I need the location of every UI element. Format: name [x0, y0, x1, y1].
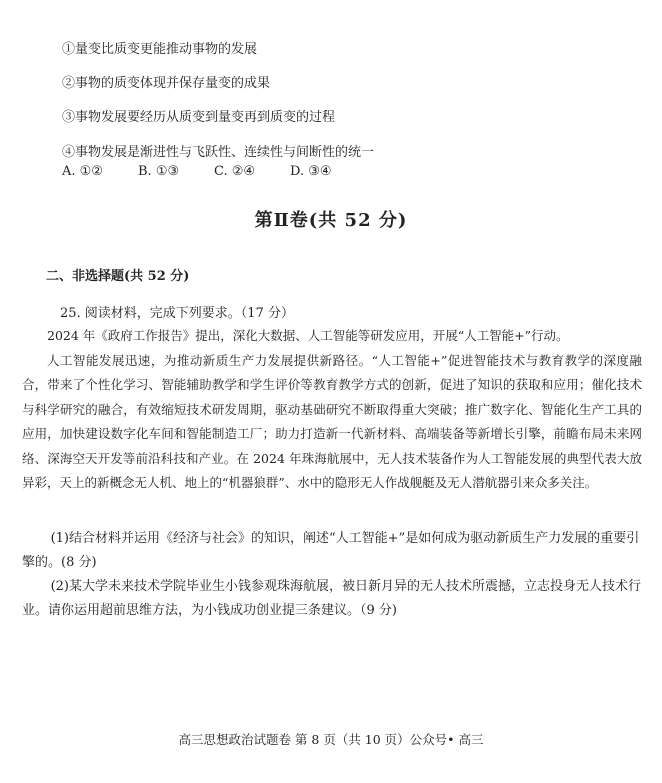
sub-questions — [22, 527, 642, 623]
option-1: ①量变比质变更能推动事物的发展 — [62, 42, 258, 57]
option-4: ④事物发展是渐进性与飞跃性、连续性与间断性的统一 — [62, 145, 375, 160]
answer-choices — [62, 164, 366, 179]
option-2: ②事物的质变体现并保存量变的成果 — [62, 76, 271, 91]
sub-question-1: (1)结合材料并运用《经济与社会》的知识，阐述“人工智能+”是如何成为驱动新质生产力发展的重要引擎的。(8 分) — [22, 531, 640, 570]
choice-c: C. ②④ — [214, 164, 256, 179]
material-text — [22, 324, 642, 496]
option-3: ③事物发展要经历从质变到量变再到质变的过程 — [62, 110, 336, 125]
choice-d: D. ③④ — [290, 164, 332, 179]
section-title: 第Ⅱ卷(共 52 分) — [254, 210, 408, 231]
part-title: 二、非选择题(共 52 分) — [46, 269, 190, 284]
question-heading: 25. 阅读材料，完成下列要求。（17 分） — [60, 306, 294, 321]
choice-a: A. ①② — [62, 164, 103, 179]
page-footer: 高三思想政治试题卷 第 8 页（共 10 页）公众号• 高三 — [178, 732, 484, 747]
sub-question-2: (2)某大学未来技术学院毕业生小钱参观珠海航展，被日新月异的无人技术所震撼，立志投身无人技术行业。请你运用超前思维方法，为小钱成功创业提三条建议。（9 分) — [22, 579, 642, 618]
choice-b: B. ①③ — [138, 164, 180, 179]
material-paragraph-1: 2024 年《政府工作报告》提出，深化大数据、人工智能等研发应用，开展“人工智能+”行动。 — [47, 328, 569, 343]
material-paragraph-2: 人工智能发展迅速，为推动新质生产力发展提供新路径。“人工智能+”促进智能技术与教育教学的深度融合，带来了个性化学习、智能辅助教学和学生评价等教育教学方式的创新，促进了知识的获取和应用；催化技术与科学研究的融合，有效缩短技术研发周期，驱动基础研究不断取得重大突破；推广数字化、智能化生产工具的应用，加快建设数字化车间和智能制造工厂；助力打造新一代新材料、高端装备等新增长引擎，前瞻布局未来网络、深海空天开发等前沿科技和产业。在 2024 年珠海航展中，无人技术装备作为人工智能发展的典型代表大放异彩，天上的新概念无人机、地上的“机器狼群”、水中的隐形无人作战舰艇及无人潜航器引来众多关注。 — [22, 352, 642, 490]
